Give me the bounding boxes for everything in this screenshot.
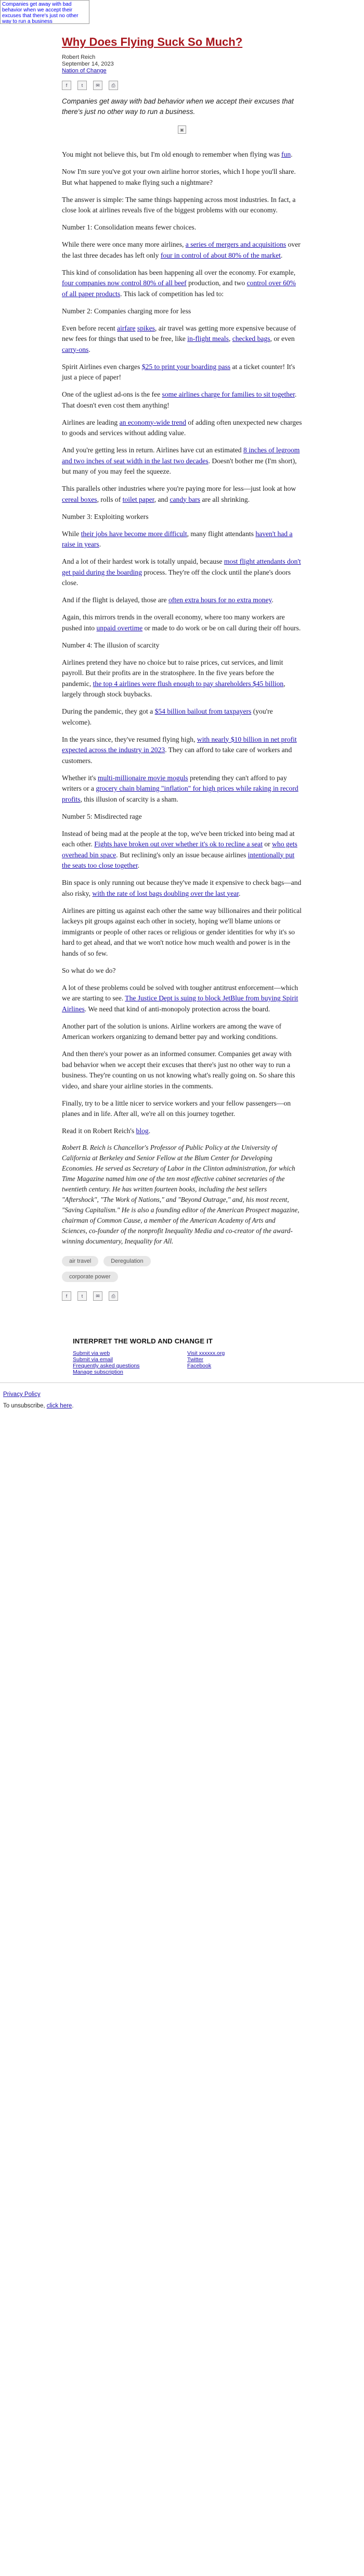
paragraph-text: or	[262, 840, 272, 848]
twitter-link[interactable]: Twitter	[187, 1356, 203, 1363]
facebook-icon[interactable]: f	[62, 81, 71, 90]
inline-link[interactable]: 8 inches of legroom and two inches of seat width in the last two decades	[62, 446, 300, 465]
paragraph-text: . That doesn't even cost them anything!	[62, 390, 297, 409]
paragraph-text: And you're getting less in return. Airlines have cut an estimated	[62, 446, 244, 454]
inline-link[interactable]: with nearly $10 billion in net profit expected across the industry in 2023	[62, 735, 297, 754]
body-paragraph	[62, 657, 302, 700]
email-icon[interactable]: ✉	[93, 81, 102, 90]
paragraph-text: Again, this mirrors trends in the overall economy, where too many workers are pushed into	[62, 613, 285, 632]
inline-link[interactable]: fun	[281, 150, 291, 158]
paragraph-text: .	[280, 251, 283, 259]
paragraph-text: During the pandemic, they got a	[62, 707, 155, 715]
inline-link[interactable]: $25 to print your boarding pass	[141, 362, 231, 371]
paragraph-text: Number 4: The illusion of scarcity	[62, 641, 160, 649]
body-paragraph	[62, 445, 302, 477]
paragraph-text: pretending they can't afford to pay writers or a	[62, 773, 287, 792]
paragraph-text: Number 3: Exploiting workers	[62, 512, 149, 521]
paragraph-text: . We need that kind of anti-monopoly protection across the board.	[84, 1005, 270, 1013]
hero-image	[62, 125, 302, 134]
paragraph-text: ,	[228, 335, 232, 342]
author-bio: Robert B. Reich is Chancellor's Professor of Public Policy at the University of California at Berkeley and Senior Fellow at the Blum Center for Developing Economies. He served as Secretary of Labor in the Clinton administration, for which Time Magazine named him one of the ten most effective cabinet secretaries of the twentieth century. He has written fourteen books, including the best sellers "Aftershock", "The Work of Nations," and "Beyond Outrage," and, his most recent, "Saving Capitalism." He is also a founding editor of the American Prospect magazine, chairman of Common Cause, a member of the American Academy of Arts and Sciences, co-founder of the nonprofit Inequality Media and co-creator of the award-winning documentary, Inequality for All.	[62, 1144, 300, 1245]
paragraph-text: Number 2: Companies charging more for less	[62, 307, 191, 315]
header-image-alt-text: Companies get away with bad behavior when we accept their excuses that there's just no other way to run a business	[2, 2, 79, 24]
body-paragraph	[62, 773, 302, 805]
paragraph-text: . But reclining's only an issue because airlines	[116, 851, 248, 859]
inline-link[interactable]: most flight attendants don't get paid during the boarding	[62, 557, 301, 576]
bottom-bar	[0, 1382, 364, 1418]
unsubscribe-line: To unsubscribe, click here.	[3, 1403, 74, 1409]
tag-corporate-power[interactable]: corporate power	[62, 1272, 118, 1282]
paragraph-text: Another part of the solution is unions. Airline workers are among the wave of American workers organizing to demand better pay and working conditions.	[62, 1022, 282, 1040]
body-paragraph	[62, 811, 302, 822]
publication-link[interactable]: Nation of Change	[62, 68, 107, 74]
paragraph-text: , largely through stock buybacks.	[62, 679, 285, 698]
article-body	[62, 149, 302, 1120]
paragraph-text: (you're welcome).	[62, 707, 273, 726]
footer-title: INTERPRET THE WORLD AND CHANGE IT	[73, 1337, 213, 1345]
article-title[interactable]: Why Does Flying Suck So Much?	[62, 35, 243, 48]
body-paragraph	[62, 640, 302, 651]
body-paragraph	[62, 195, 302, 216]
paragraph-text: One of the ugliest ad-ons is the fee	[62, 390, 162, 398]
paragraph-text: , and	[154, 495, 170, 503]
inline-link[interactable]: Fights have broken out over whether it's ok to recline a seat	[94, 840, 263, 848]
paragraph-text: , rolls of	[97, 495, 123, 503]
inline-link[interactable]: cereal boxes	[62, 495, 97, 503]
inline-link[interactable]: spikes	[137, 324, 155, 332]
inline-link[interactable]: some airlines charge for families to sit together	[162, 390, 295, 398]
body-paragraph	[62, 389, 302, 411]
facebook-link[interactable]: Facebook	[187, 1363, 212, 1369]
print-icon[interactable]: ⎙	[109, 81, 118, 90]
inline-link[interactable]: control over 60% of all paper products	[62, 279, 296, 298]
paragraph-text: .	[88, 345, 90, 353]
body-paragraph	[62, 306, 302, 317]
paragraph-text: Spirit Airlines even charges	[62, 362, 142, 371]
body-paragraph	[62, 829, 302, 871]
paragraph-text: . They can afford to take care of workers and customers.	[62, 746, 292, 765]
body-paragraph	[62, 529, 302, 550]
inline-link[interactable]: four companies now control 80% of all beef	[62, 279, 187, 287]
body-paragraph	[62, 362, 302, 383]
paragraph-text: , this illusion of scarcity is a sham.	[80, 795, 178, 803]
paragraph-text: , or even	[270, 335, 295, 342]
tag-deregulation[interactable]: Deregulation	[103, 1256, 150, 1266]
paragraph-text: process. They're off the clock until the plane's doors close.	[62, 568, 291, 587]
paragraph-text: Instead of being mad at the people at the top, we've been tricked into being mad at each other.	[62, 829, 295, 848]
inline-link[interactable]: candy bars	[170, 495, 200, 503]
body-paragraph	[62, 149, 302, 160]
article-meta	[62, 54, 302, 74]
body-paragraph	[62, 323, 302, 356]
manage-subscription-link[interactable]: Manage subscription	[73, 1369, 123, 1375]
twitter-icon[interactable]: t	[77, 81, 87, 90]
paragraph-text: . This lack of competition has led to:	[120, 289, 224, 298]
paragraph-text: , many flight attendants	[187, 529, 256, 538]
inline-link[interactable]: grocery chain blaming "inflation" for high prices while raking in record profits	[62, 784, 298, 803]
share-row	[62, 81, 302, 90]
inline-link[interactable]: who gets overhead bin space	[62, 840, 297, 859]
inline-link[interactable]: often extra hours for no extra money	[168, 596, 272, 604]
publish-date: September 14, 2023	[62, 61, 114, 67]
body-paragraph	[62, 966, 302, 976]
paragraph-text: The answer is simple: The same things happening across most industries. In fact, a close look at airlines reveals five of the biggest problems with our economy.	[62, 195, 296, 214]
paragraph-text: . Doesn't bother me (I'm short), but many of you may feel the squeeze.	[62, 456, 297, 475]
inline-link[interactable]: an economy-wide trend	[119, 418, 186, 426]
paragraph-text: So what do we do?	[62, 966, 116, 974]
inline-link[interactable]: the top 4 airlines were flush enough to pay shareholders $45 billion	[93, 679, 284, 688]
blog-link[interactable]: blog	[136, 1127, 149, 1135]
body-paragraph	[62, 734, 302, 767]
inline-link[interactable]: in-flight meals	[187, 335, 229, 342]
paragraph-text: , air travel was getting more expensive because of new fees for things that used to be free, like	[62, 324, 296, 342]
paragraph-text: Airlines pretend they have no choice but to raise prices, cut services, and limit payroll. But their profits are in the stratosphere. In the five years before the pandemic,	[62, 658, 283, 688]
author-name: Robert Reich	[62, 54, 96, 60]
inline-link[interactable]: carry-ons	[62, 345, 89, 353]
paragraph-text: In the years since, they've resumed flying high,	[62, 735, 197, 743]
inline-link[interactable]: unpaid overtime	[96, 624, 143, 632]
privacy-policy-link[interactable]: Privacy Policy	[3, 1391, 41, 1398]
body-paragraph	[62, 268, 302, 300]
paragraph-text: .	[99, 540, 101, 548]
tag-list	[62, 1256, 207, 1282]
submit-email-link[interactable]: Submit via email	[73, 1356, 113, 1363]
paragraph-text: .	[271, 596, 274, 604]
paragraph-text: or made to do work or be on call during their off hours.	[142, 624, 301, 632]
inline-link[interactable]: with the rate of lost bags doubling over the last year	[92, 889, 239, 897]
article-container	[62, 0, 302, 1301]
bottom-share-row	[62, 1291, 302, 1301]
paragraph-text: .	[137, 861, 140, 869]
paragraph-text: Bin space is only running out because they've made it expensive to check bags—and also risky,	[62, 879, 302, 897]
body-paragraph	[62, 595, 302, 606]
inline-link[interactable]: intentionally put the seats too close together	[62, 851, 295, 869]
paragraph-text: Number 1: Consolidation means fewer choices.	[62, 223, 197, 231]
visit-site-link[interactable]: Visit xxxxxx.org	[187, 1350, 225, 1356]
article-subtitle: Companies get away with bad behavior when we accept their excuses that there's just no other way to run a business.	[62, 97, 294, 116]
body-paragraph	[62, 1098, 302, 1120]
body-paragraph	[62, 1021, 302, 1043]
paragraph-text: Whether it's	[62, 773, 98, 782]
paragraph-text: over the last three decades has left only	[62, 240, 301, 259]
body-paragraph	[62, 222, 302, 233]
body-paragraph	[62, 417, 302, 439]
body-paragraph	[62, 167, 302, 188]
body-paragraph	[62, 706, 302, 728]
paragraph-text: You might not believe this, but I'm old enough to remember when flying was	[62, 150, 282, 158]
tag-air-travel[interactable]: air travel	[62, 1256, 98, 1266]
inline-link[interactable]: haven't had a raise in years	[62, 529, 293, 548]
body-paragraph	[62, 512, 302, 523]
paragraph-text: And if the flight is delayed, those are	[62, 596, 168, 604]
inline-link[interactable]: multi-millionaire movie moguls	[97, 773, 188, 782]
image-icon: ▣	[178, 125, 186, 134]
paragraph-text: at a ticket counter! It's just a piece of paper!	[62, 362, 295, 381]
read-more: Read it on Robert Reich's blog.	[62, 1127, 151, 1135]
unsubscribe-link[interactable]: click here	[46, 1403, 72, 1409]
paragraph-text: .	[291, 150, 293, 158]
paragraph-text: Number 5: Misdirected rage	[62, 812, 142, 820]
inline-link[interactable]: $54 billion bailout from taxpayers	[154, 707, 252, 715]
email-icon[interactable]: ✉	[93, 1291, 102, 1301]
body-paragraph	[62, 556, 302, 589]
twitter-icon[interactable]: t	[77, 1291, 87, 1301]
paragraph-text: Finally, try to be a little nicer to service workers and your fellow passengers—on planes and in life. After all, we're all on this journey together.	[62, 1099, 291, 1118]
paragraph-text: Even before recent	[62, 324, 118, 332]
inline-link[interactable]: airfare	[117, 324, 136, 332]
body-paragraph	[62, 612, 302, 633]
body-paragraph	[62, 239, 302, 261]
body-paragraph	[62, 484, 302, 505]
footer	[73, 1332, 291, 1382]
paragraph-text: production, and two	[186, 279, 247, 287]
body-paragraph	[62, 1049, 302, 1092]
paragraph-text: .	[239, 889, 241, 897]
inline-link[interactable]: a series of mergers and acquisitions	[185, 240, 287, 248]
body-paragraph	[62, 878, 302, 899]
faq-link[interactable]: Frequently asked questions	[73, 1363, 140, 1369]
submit-web-link[interactable]: Submit via web	[73, 1350, 110, 1356]
paragraph-text: And then there's your power as an informed consumer. Companies get away with bad behavior when we accept their excuses that there's just no other way to run a business. They're counting on us not knowing what's really going on. So share this video, and share your airline stories in the comments.	[62, 1050, 295, 1090]
inline-link[interactable]: toilet paper	[122, 495, 154, 503]
paragraph-text: Airlines are leading	[62, 418, 120, 426]
paragraph-text: of adding often unexpected new charges to goods and services without adding value.	[62, 418, 302, 437]
body-paragraph	[62, 906, 302, 959]
inline-link[interactable]: four in control of about 80% of the market	[160, 251, 281, 259]
paragraph-text: This parallels other industries where you're paying more for less—just look at how	[62, 485, 296, 492]
paragraph-text: A lot of these problems could be solved with tougher antitrust enforcement—which we are starting to see.	[62, 983, 298, 1002]
paragraph-text: While	[62, 529, 81, 538]
paragraph-text: are all shrinking.	[200, 495, 250, 503]
inline-link[interactable]: their jobs have become more difficult	[81, 529, 187, 538]
footer-links	[73, 1350, 291, 1375]
paragraph-text: This kind of consolidation has been happening all over the economy. For example,	[62, 268, 296, 276]
print-icon[interactable]: ⎙	[109, 1291, 118, 1301]
paragraph-text: Now I'm sure you've got your own airline horror stories, which I hope you'll share. But what happened to make flying such a nightmare?	[62, 168, 296, 186]
paragraph-text: Airlines are pitting us against each other the same way billionaires and their political lackeys pit groups against each other in society, hoping we'll blame unions or immigrants or people of other races or religious or gender identities for why it's so hard to get ahead, and that we won't notice how much wealth and power is in the hands of so few.	[62, 906, 302, 957]
body-paragraph	[62, 983, 302, 1015]
facebook-icon[interactable]: f	[62, 1291, 71, 1301]
paragraph-text: While there were once many more airlines,	[62, 240, 186, 248]
paragraph-text: And a lot of their hardest work is totally unpaid, because	[62, 557, 224, 565]
inline-link[interactable]: checked bags	[232, 335, 270, 342]
inline-link[interactable]: The Justice Dept is suing to block JetBlue from buying Spirit Airlines	[62, 994, 298, 1013]
